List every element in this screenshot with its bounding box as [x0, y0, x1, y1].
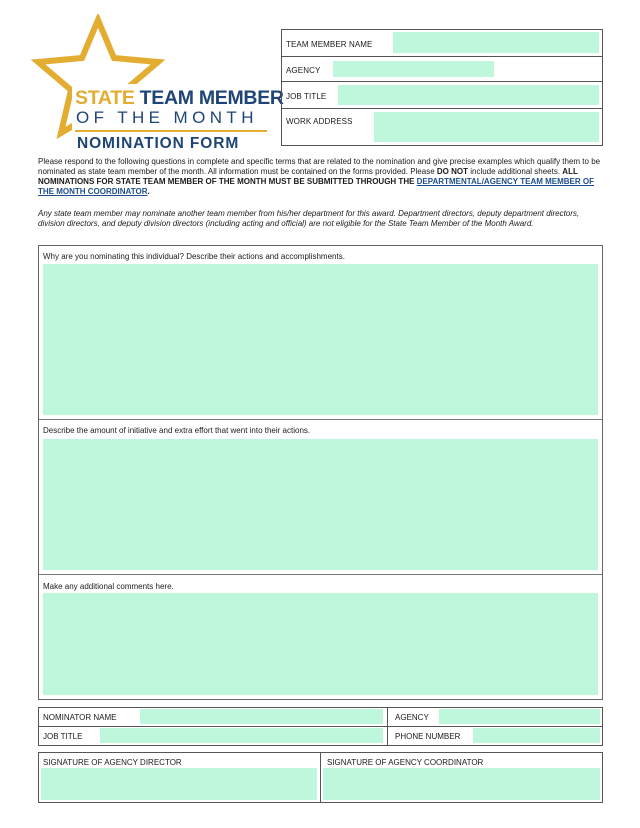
job-title-field[interactable] — [338, 85, 599, 105]
logo-word-state: STATE — [75, 87, 135, 109]
coordinator-link[interactable]: DEPARTMENTAL/AGENCY TEAM MEMBER OF THE MONTH COORDINATOR — [38, 177, 594, 196]
agency-row — [282, 57, 602, 82]
question-1-answer-field[interactable] — [43, 264, 598, 415]
nominator-name-field[interactable] — [140, 709, 383, 724]
question-1-label: Why are you nominating this individual? Describe their actions and accomplishments. — [43, 252, 345, 261]
nominator-column-divider — [387, 708, 388, 745]
agency-label: AGENCY — [286, 66, 321, 75]
nominator-phone-label: PHONE NUMBER — [395, 732, 461, 741]
instructions-paragraph — [38, 157, 603, 197]
question-3-section — [39, 575, 602, 699]
question-3-label: Make any additional comments here. — [43, 582, 174, 591]
agency-field[interactable] — [333, 61, 494, 77]
signature-table — [38, 752, 603, 803]
nominator-job-title-label: JOB TITLE — [43, 732, 83, 741]
nominator-table — [38, 707, 603, 746]
nominator-name-label: NOMINATOR NAME — [43, 713, 117, 722]
nominator-row-divider — [39, 726, 602, 727]
instructions-bold-text: ALL NOMINATIONS FOR STATE TEAM MEMBER OF THE MONTH MUST BE SUBMITTED THROUGH THE — [38, 167, 578, 186]
question-2-answer-field[interactable] — [43, 439, 598, 570]
work-address-field[interactable] — [374, 112, 599, 142]
questions-box — [38, 245, 603, 700]
team-member-name-row — [282, 30, 602, 57]
instructions-period: . — [147, 187, 150, 196]
nominator-agency-label: AGENCY — [395, 713, 429, 722]
nominator-agency-field[interactable] — [439, 709, 600, 724]
question-1-section — [39, 246, 602, 419]
form-logo — [22, 14, 284, 152]
team-member-info-table — [281, 29, 603, 146]
question-3-answer-field[interactable] — [43, 593, 598, 695]
logo-word-team-member: TEAM MEMBER — [139, 87, 284, 109]
agency-coordinator-signature-label: SIGNATURE OF AGENCY COORDINATOR — [327, 758, 484, 767]
instructions-do-not: DO NOT — [436, 167, 468, 176]
nominator-phone-field[interactable] — [473, 728, 600, 743]
nominator-job-title-field[interactable] — [100, 728, 383, 743]
logo-divider — [75, 130, 267, 132]
logo-title-line2: OF THE MONTH — [76, 108, 258, 127]
agency-coordinator-signature-field[interactable] — [323, 768, 600, 800]
team-member-name-label: TEAM MEMBER NAME — [286, 40, 373, 49]
agency-director-signature-field[interactable] — [41, 768, 317, 800]
instructions-text-1: Please respond to the following questions in complete and specific terms that are related to the nomination and give precise examples which qualify them to be nominated as state team member of the month. All information must be contained on the forms provided. Please — [38, 157, 601, 176]
signature-column-divider — [320, 753, 321, 802]
question-2-label: Describe the amount of initiative and extra effort that went into their actions. — [43, 426, 311, 435]
work-address-label: WORK ADDRESS — [286, 117, 353, 126]
job-title-label: JOB TITLE — [286, 92, 327, 101]
logo-title-line1 — [75, 87, 284, 110]
instructions-text-2: include additional sheets. — [468, 167, 563, 176]
agency-director-signature-label: SIGNATURE OF AGENCY DIRECTOR — [43, 758, 182, 767]
eligibility-note: Any state team member may nominate another team member from his/her department for this award. Department directors, deputy department directors, division directors, and deputy division directors (including acting and official) are not eligible for the State Team Member of the Month Award. — [38, 209, 580, 228]
logo-title-line3: NOMINATION FORM — [77, 135, 240, 152]
question-2-section — [39, 420, 602, 574]
team-member-name-field[interactable] — [393, 32, 599, 53]
work-address-row — [282, 109, 602, 145]
job-title-row — [282, 82, 602, 109]
